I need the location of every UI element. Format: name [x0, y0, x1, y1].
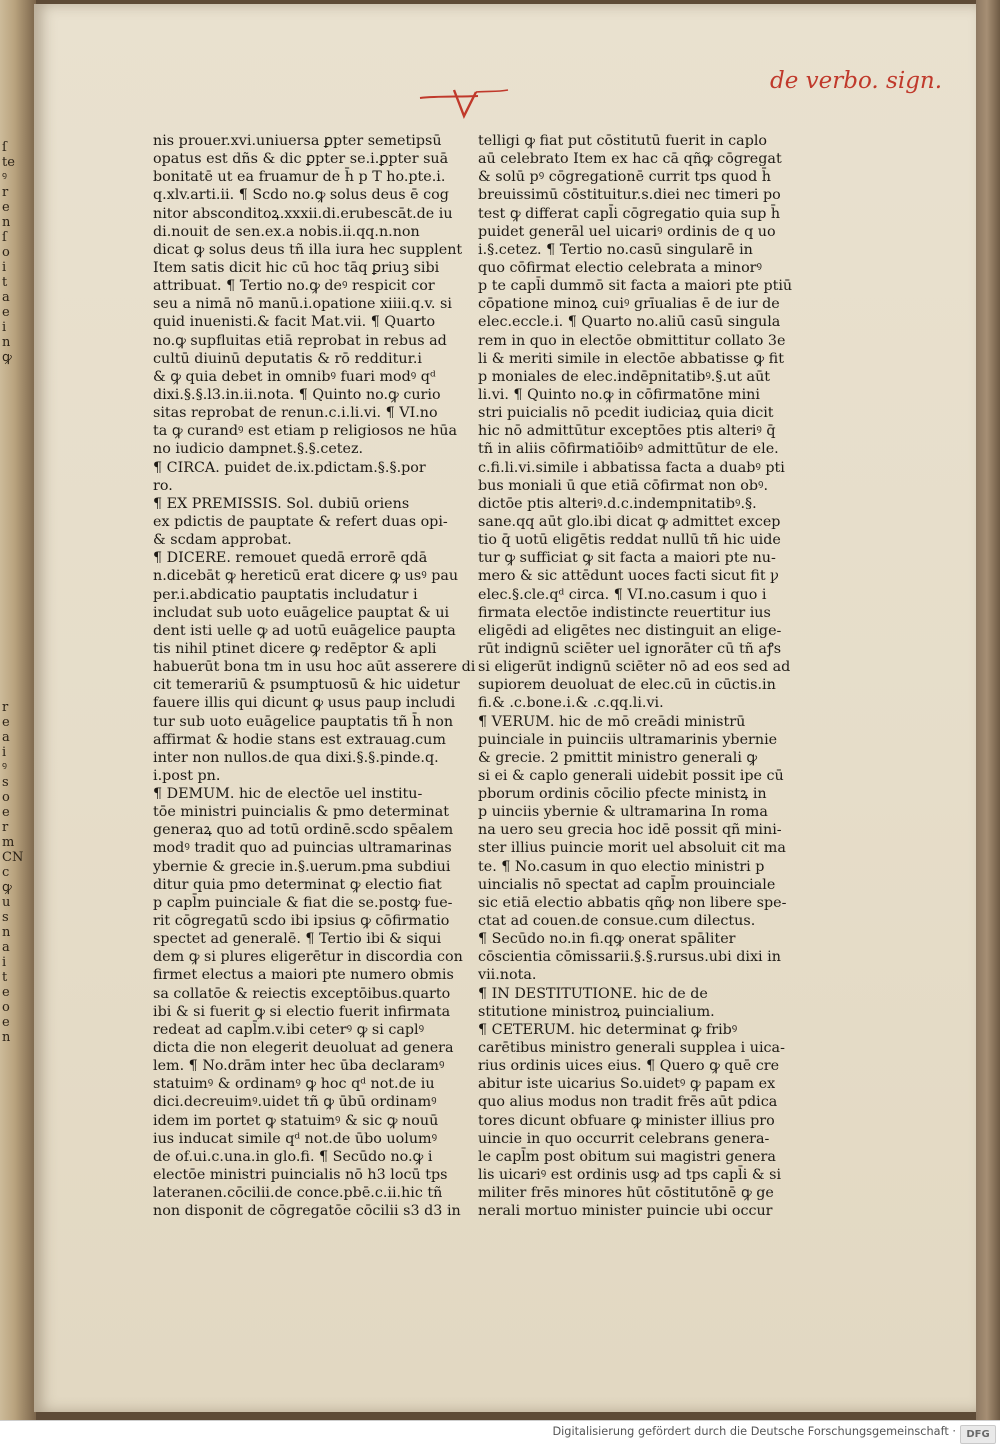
text-line: fauere illis qui dicunt ꝙ usus paup includi	[153, 695, 456, 712]
text-line: seu a nimā nō manū.i.opatione xiiii.q.v. si	[153, 296, 452, 313]
text-line: ta ꝙ curandꝰ est etiam p religiosos ne hūa	[153, 423, 457, 440]
text-line: rius ordinis uices eius. ¶ Quero ꝙ quē cre	[478, 1058, 780, 1075]
text-line: tur ꝙ sufficiat ꝙ sit facta a maiori pte nu-	[478, 550, 776, 567]
text-line: tores dicunt obfuare ꝙ minister illius pro	[478, 1112, 775, 1129]
text-line: firmata electōe indistincte reuertitur ius	[478, 604, 771, 621]
text-line: no iudicio dampnet.§.§.cetez.	[153, 441, 364, 458]
text-line: ¶ CETERUM. hic determinat ꝙ fribꝰ	[478, 1021, 738, 1038]
text-line: electōe ministri puincialis nō h3 locū tps	[153, 1167, 448, 1184]
text-line: abitur iste uicarius So.uidetꝰ ꝙ papam ex	[478, 1076, 776, 1093]
text-line: ¶ CIRCA. puidet de.ix.pdictam.§.§.por	[153, 459, 426, 476]
text-line: non disponit de cōgregatōe cōcilii s3 d3 in	[153, 1203, 461, 1220]
text-line: sa collatōe & reiectis exceptōibus.quarto	[153, 985, 451, 1002]
text-line: no.ꝙ supfluitas etiā reprobat in rebus ad	[153, 332, 447, 349]
text-line: cōpatione minoꝝ cuiꝰ grīualias ē de iur de	[478, 296, 780, 313]
text-line: stitutione ministroꝝ puincialium.	[478, 1003, 715, 1020]
text-line: ¶ DEMUM. hic de electōe uel institu-	[153, 786, 423, 803]
text-line: i.§.cetez. ¶ Tertio no.casū singularē in	[478, 241, 753, 258]
text-line: hic nō admittūtur exceptōes ptis alteriꝰ q̄	[478, 423, 776, 440]
left-text-column	[153, 132, 476, 1220]
text-line: ctat ad couen.de consue.cum dilectus.	[478, 913, 756, 930]
text-line: li.vi. ¶ Quinto no.ꝙ in cōfirmatōne mini	[478, 386, 760, 403]
text-line: dictōe ptis alteriꝰ.d.c.indempnitatibꝰ.§.	[478, 495, 757, 512]
previous-page-text-fragment: r e a i ꝰ s o e r m CN c ꝙ u s n a i t e o e n	[2, 700, 24, 1045]
text-line: vii.nota.	[478, 967, 537, 984]
text-line: & grecie. 2 pmittit ministro generali ꝙ	[478, 749, 758, 766]
text-line: nis prouer.xvi.uniuersa ꝑpter semetipsū	[153, 133, 442, 149]
text-line: uincialis nō spectat ad capl̄m prouinciale	[478, 876, 776, 893]
text-line: quid inuenisti.& facit Mat.vii. ¶ Quarto	[153, 314, 436, 331]
text-line: lis uicariꝰ est ordinis usꝙ ad tps capl̄i & si	[478, 1167, 782, 1184]
dfg-logo: DFG	[960, 1425, 996, 1444]
text-line: carētibus ministro generali supplea i uica-	[478, 1040, 785, 1057]
text-line: bus moniali ū que etiā cōfirmat non obꝰ.	[478, 477, 769, 494]
text-line: de of.ui.c.una.in glo.fi. ¶ Secūdo no.ꝙ i	[153, 1148, 433, 1165]
text-line: cit temerariū & psumptuosū & hic uidetur	[153, 677, 460, 694]
text-line: ius inducat simile qᵈ not.de ūbo uolumꝰ	[153, 1130, 438, 1147]
text-line: tis nihil ptinet dicere ꝙ redēptor & apli	[153, 640, 437, 657]
text-line: li & meriti simile in electōe abbatisse ꝙ fit	[478, 350, 784, 367]
text-line: per.i.abdicatio pauptatis includatur i	[153, 586, 418, 603]
text-line: inter non nullos.de qua dixi.§.§.pinde.q.	[153, 749, 439, 766]
text-line: supiorem deuoluat de elec.cū in cūctis.in	[478, 677, 776, 694]
text-line: spectet ad generalē. ¶ Tertio ibi & siqui	[153, 931, 442, 948]
text-line: dicta die non elegerit deuoluat ad genera	[153, 1040, 454, 1057]
text-line: firmet electus a maiori pte numero obmis	[153, 967, 454, 984]
text-line: puinciale in puinciis ultramarinis ybernie	[478, 731, 778, 748]
text-line: p capl̄m puinciale & fiat die se.postꝙ fue-	[153, 894, 453, 911]
text-line: q.xlv.arti.ii. ¶ Scdo no.ꝙ solus deus ē cog	[153, 187, 449, 204]
text-line: modꝰ tradit quo ad puincias ultramarinas	[153, 840, 452, 857]
text-line: nitor absconditoꝝ.xxxii.di.erubescāt.de iu	[153, 205, 453, 222]
text-line: includat sub uoto euāgelice pauptat & ui	[153, 604, 450, 621]
text-line: di.nouit de sen.ex.a nobis.ii.qq.n.non	[153, 223, 420, 240]
text-line: nerali mortuo minister puincie ubi occur	[478, 1203, 773, 1220]
text-line: quo cōfirmat electio celebrata a minorꝰ	[478, 259, 762, 276]
text-line: puidet generāl uel uicariꝰ ordinis de q uo	[478, 223, 776, 240]
text-line: te. ¶ No.casum in quo electio ministri p	[478, 858, 765, 875]
red-folio-mark	[418, 86, 510, 120]
text-line: p moniales de elec.indēpnitatibꝰ.§.ut aūt	[478, 368, 771, 385]
text-line: ybernie & grecie in.§.uerum.pma subdiui	[153, 858, 451, 875]
text-line: ¶ VERUM. hic de mō creādi ministrū	[478, 713, 746, 730]
text-line: c.fi.li.vi.simile i abbatissa facta a duabꝰ pti	[478, 459, 785, 476]
text-line: quo alius modus non tradit frēs aūt pdica	[478, 1094, 778, 1111]
text-line: militer frēs minores hūt cōstitutōnē ꝙ ge	[478, 1185, 774, 1202]
text-line: & solū pꝰ cōgregationē currit tps quod h̄	[478, 169, 771, 186]
text-line: i.post pn.	[153, 767, 221, 784]
text-line: eligēdi ad eligētes nec distinguit an elige-	[478, 622, 782, 639]
text-line: ¶ Secūdo no.in fi.qꝙ onerat spāliter	[478, 931, 736, 948]
text-line: dici.decreuimꝰ.uidet tñ ꝙ ūbū ordinamꝰ	[153, 1094, 437, 1111]
text-line: na uero seu grecia hoc idē possit qñ mini-	[478, 822, 782, 839]
text-line: test ꝙ differat capl̄i cōgregatio quia sup h̄	[478, 205, 781, 222]
text-line: idem im portet ꝙ statuimꝰ & sic ꝙ nouū	[153, 1112, 439, 1129]
previous-page-edge	[0, 0, 36, 1420]
text-line: ex pdictis de pauptate & refert duas opi-	[153, 513, 448, 530]
text-line: statuimꝰ & ordinamꝰ ꝙ hoc qᵈ not.de iu	[153, 1076, 435, 1093]
text-line: dicat ꝙ solus deus tñ illa iura hec supplent	[153, 241, 463, 258]
text-line: ro.	[153, 477, 173, 494]
text-line: si eligerūt indignū sciēter nō ad eos sed ad	[478, 659, 791, 676]
text-line: bonitatē ut ea fruamur de h̄ p T ho.pte.i.	[153, 169, 446, 186]
text-line: tio q̄ uotū eligētis reddat nullū tñ hic uide	[478, 532, 781, 549]
text-line: rem in quo in electōe obmittitur collato 3e	[478, 332, 786, 349]
text-line: elec.§.cle.qᵈ circa. ¶ VI.no.casum i quo i	[478, 586, 767, 603]
text-line: le capl̄m post obitum sui magistri genera	[478, 1148, 776, 1165]
text-line: lateranen.cōcilii.de conce.pbē.c.ii.hic tñ	[153, 1185, 443, 1202]
text-line: dixi.§.§.l3.in.ii.nota. ¶ Quinto no.ꝙ curio	[153, 386, 441, 403]
text-line: affirmat & hodie stans est extrauag.cum	[153, 731, 446, 748]
text-line: cultū diuinū deputatis & rō redditur.i	[153, 350, 422, 367]
text-line: tōe ministri puincialis & pmo determinat	[153, 804, 449, 821]
text-line: sic etiā electio abbatis qñꝙ non libere spe-	[478, 894, 787, 911]
text-line: cōscientia cōmissarii.§.§.rursus.ubi dixi in	[478, 949, 781, 966]
text-line: rūt indignū sciēter uel ignorāter cū tñ aꝭs	[478, 640, 782, 657]
text-line: sitas reprobat de renun.c.i.li.vi. ¶ VI.no	[153, 405, 438, 422]
text-line: ibi & si fuerit ꝙ si electio fuerit infirmata	[153, 1003, 451, 1020]
text-line: dem ꝙ si plures eligerētur in discordia con	[153, 949, 463, 966]
text-line: opatus est dñs & dic ꝑpter se.i.ꝑpter suā	[153, 151, 449, 168]
text-line: habuerūt bona tm in usu hoc aūt asserere di	[153, 659, 476, 676]
text-line: ster illius puincie morit uel absoluit cit ma	[478, 840, 786, 857]
text-line: n.dicebāt ꝙ hereticū erat dicere ꝙ usꝰ pau	[153, 568, 459, 585]
funding-credit: Digitalisierung gefördert durch die Deutsche Forschungsgemeinschaft ·	[552, 1425, 956, 1438]
text-line: ditur quia pmo determinat ꝙ electio fiat	[153, 876, 442, 893]
text-line: tñ in aliis cōfirmatiōibꝰ admittūtur de ele.	[478, 441, 779, 458]
text-line: attribuat. ¶ Tertio no.ꝙ deꝰ respicit cor	[153, 278, 435, 295]
text-line: & scdam approbat.	[153, 532, 292, 549]
text-line: ¶ IN DESTITUTIONE. hic de de	[478, 985, 708, 1002]
text-line: redeat ad capl̄m.v.ibi ceterꝰ ꝙ si caplꝰ	[153, 1021, 425, 1038]
text-line: breuissimū cōstituitur.s.diei nec timeri po	[478, 187, 781, 204]
text-line: aū celebrato Item ex hac cā qñꝙ cōgregat	[478, 151, 782, 168]
text-line: stri puicialis nō pcedit iudiciaꝝ quia dicit	[478, 405, 774, 422]
text-line: rit cōgregatū scdo ibi ipsius ꝙ cōfirmatio	[153, 913, 450, 930]
text-line: pborum ordinis cōcilio pfecte ministꝝ in	[478, 786, 767, 803]
text-line: & ꝙ quia debet in omnibꝰ fuari modꝰ qᵈ	[153, 368, 436, 385]
text-line: sane.qq aūt glo.ibi dicat ꝙ admittet excep	[478, 513, 781, 530]
text-line: p uinciis ybernie & ultramarina In roma	[478, 804, 768, 821]
text-line: uincie in quo occurrit celebrans genera-	[478, 1130, 770, 1147]
text-line: fi.& .c.bone.i.& .c.qq.li.vi.	[478, 695, 664, 712]
book-edge	[976, 0, 1000, 1420]
text-line: ¶ DICERE. remouet quedā errorē qdā	[153, 550, 428, 567]
marginal-note: de verbo. sign.	[770, 68, 943, 94]
right-text-column	[478, 132, 793, 1220]
text-line: telligi ꝙ fiat put cōstitutū fuerit in caplo	[478, 133, 768, 149]
previous-page-text-fragment: ſ te ꝰ r e n ſ o i t a e i n ꝙ	[2, 140, 15, 365]
text-line: tur sub uoto euāgelice pauptatis tñ h̄ non	[153, 713, 454, 730]
text-line: si ei & caplo generali uidebit possit ipe cū	[478, 767, 784, 784]
text-line: generaꝝ quo ad totū ordinē.scdo spēalem	[153, 822, 454, 839]
text-line: Item satis dicit hic cū hoc tāq ꝑriuꝫ sibi	[153, 259, 440, 276]
text-line: mero & sic attēdunt uoces facti sicut fit ꝩ	[478, 568, 779, 585]
text-line: ¶ EX PREMISSIS. Sol. dubiū oriens	[153, 495, 410, 512]
text-line: lem. ¶ No.drām inter hec ūba declaramꝰ	[153, 1058, 445, 1075]
text-line: dent isti uelle ꝙ ad uotū euāgelice paupta	[153, 622, 456, 639]
text-line: p te capl̄i dummō sit facta a maiori pte ptiū	[478, 278, 793, 295]
text-line: elec.eccle.i. ¶ Quarto no.aliū casū singula	[478, 314, 781, 331]
footer-credit-bar	[0, 1420, 1000, 1447]
